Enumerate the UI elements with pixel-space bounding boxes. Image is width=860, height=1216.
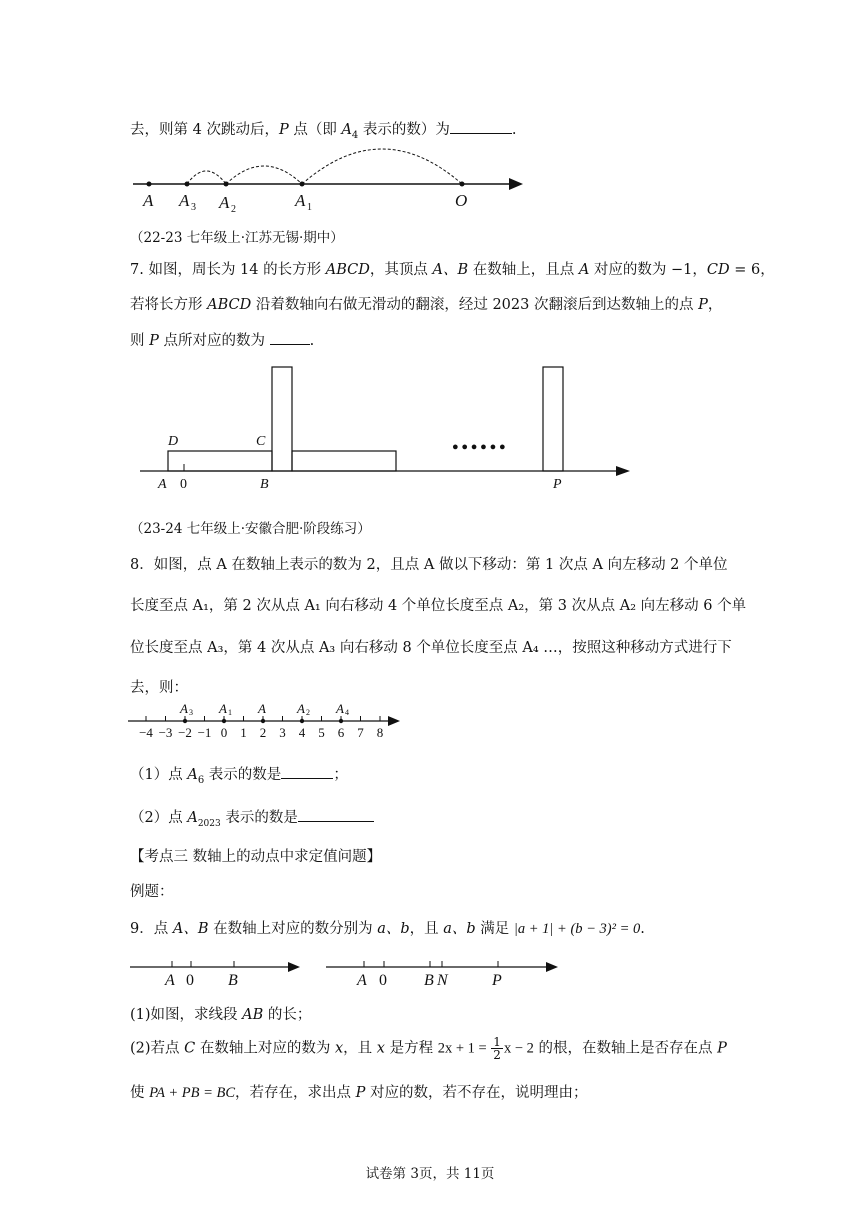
- axis-arrow: [616, 466, 630, 476]
- text: 则: [130, 332, 150, 349]
- text: 表示的数是: [204, 766, 282, 783]
- jump-arc: [226, 166, 302, 184]
- label-zero: 0: [180, 477, 187, 492]
- point-subscript: 3: [189, 708, 193, 717]
- q9-part-2-cont: [130, 1081, 588, 1102]
- q9-part-2: [130, 1036, 727, 1061]
- q9-part-1: [130, 1003, 311, 1024]
- var: P: [698, 297, 708, 313]
- point-subscript: 4: [345, 708, 349, 717]
- q7-source: （22-23 七年级上·江苏无锡·期中）: [130, 230, 344, 246]
- label-a3: A: [179, 191, 190, 210]
- tick-label: 7: [357, 725, 364, 740]
- text: ，其顶点: [369, 262, 433, 278]
- label-n: N: [437, 972, 448, 989]
- equation: |a + 1| + (b − 3)² = 0: [513, 921, 641, 937]
- var: a、b: [443, 921, 476, 937]
- q7-line-3: [130, 328, 314, 350]
- point-label: A: [258, 701, 266, 716]
- text: ；: [333, 766, 348, 783]
- point-dot: [339, 719, 343, 723]
- var: x: [334, 1040, 344, 1057]
- var: A、B: [172, 921, 209, 937]
- text: 对应的数为 −1，: [589, 262, 707, 278]
- tick-label: −4: [139, 725, 153, 740]
- tick-label: 1: [240, 725, 247, 740]
- jump-arc: [302, 149, 462, 184]
- text: （1）点: [130, 766, 188, 783]
- text: 在数轴上对应的数为: [195, 1040, 335, 1057]
- q6-tail-line: [130, 117, 517, 141]
- subscript: 6: [197, 774, 205, 786]
- text: 的长；: [263, 1007, 312, 1023]
- axis-arrow: [288, 962, 300, 972]
- label-p: P: [492, 972, 502, 989]
- label-a: A: [165, 972, 175, 989]
- tick-label: 5: [318, 725, 325, 740]
- text: ，且: [409, 921, 444, 937]
- text: 在数轴上对应的数分别为: [208, 921, 378, 937]
- label-a: A: [357, 972, 367, 989]
- point-a: [147, 182, 152, 187]
- var: P: [717, 1040, 727, 1057]
- text: .: [309, 332, 315, 349]
- text: 表示的数）为: [358, 121, 450, 138]
- text: 点（即: [288, 121, 342, 138]
- var: C: [184, 1040, 196, 1057]
- equation: PA + PB = BC: [149, 1085, 236, 1101]
- subscript: 2023: [197, 818, 221, 829]
- sub-2: 2: [231, 204, 236, 215]
- var: A: [187, 766, 198, 783]
- axis-arrow: [509, 178, 523, 190]
- point-label: A: [219, 701, 227, 716]
- label-a: A: [158, 477, 167, 492]
- subscript: 4: [351, 129, 359, 141]
- q9-figure-right: [326, 955, 566, 991]
- fraction: [491, 1036, 503, 1061]
- q8-line-4: 去，则：: [130, 680, 188, 696]
- axis-arrow: [546, 962, 558, 972]
- label-b: B: [424, 972, 434, 989]
- tick-label: 4: [298, 725, 306, 740]
- point-dot: [183, 719, 187, 723]
- text: 的根，在数轴上是否存在点: [533, 1040, 718, 1057]
- jump-arc: [187, 171, 226, 184]
- var: ABCD: [207, 297, 252, 313]
- section-heading: 【考点三 数轴上的动点中求定值问题】: [130, 849, 382, 865]
- text: .: [640, 921, 645, 937]
- label-b: B: [260, 477, 269, 492]
- equation-left: 2x + 1 =: [437, 1040, 491, 1057]
- answer-blank[interactable]: [281, 762, 333, 779]
- label-d: D: [168, 434, 179, 449]
- text: 点所对应的数为: [158, 332, 270, 349]
- q8-sub-1: [130, 762, 348, 786]
- text: 在数轴上，且点: [468, 262, 579, 278]
- label-a2: A: [219, 193, 230, 212]
- var-p: P: [278, 121, 289, 138]
- q7-line-1: [130, 258, 775, 279]
- point-dot: [222, 719, 226, 723]
- text: ，且: [343, 1040, 377, 1057]
- text: 沿着数轴向右做无滑动的翻滚，经过 2023 次翻滚后到达数轴上的点: [251, 297, 699, 313]
- var: CD: [706, 262, 730, 278]
- tick-label: 2: [259, 725, 267, 740]
- fraction-denominator: 2: [493, 1048, 501, 1062]
- label-a: A: [143, 191, 154, 210]
- page-footer: 试卷第 3页，共 11页: [365, 1166, 495, 1182]
- var-a4: A: [341, 121, 352, 138]
- q7-line-2: [130, 293, 722, 314]
- answer-blank[interactable]: [270, 328, 310, 345]
- var: P: [149, 332, 159, 349]
- example-label: 例题：: [130, 884, 174, 900]
- text: （2）点: [130, 809, 188, 826]
- q8-line-2: 长度至点 A₁，第 2 次从点 A₁ 向右移动 4 个单位长度至点 A₂，第 3 次从点 A₂ 向左移动 6 个单: [130, 598, 747, 614]
- point-dot: [300, 719, 304, 723]
- tick-label: −1: [197, 725, 212, 740]
- point-label: A: [336, 701, 344, 716]
- point-label: A: [180, 701, 188, 716]
- var: A: [187, 809, 198, 826]
- text: (1)如图，求线段: [130, 1007, 243, 1023]
- label-zero: 0: [379, 972, 387, 989]
- text: 使: [130, 1085, 150, 1101]
- q8-number-line-figure: [128, 700, 408, 744]
- tick-label: 6: [337, 725, 345, 740]
- var: A: [578, 262, 590, 278]
- text: 9．点: [130, 921, 173, 937]
- text: ，: [707, 297, 723, 313]
- answer-blank[interactable]: [450, 117, 512, 134]
- q8-line-3: 位长度至点 A₃，第 4 次从点 A₃ 向右移动 8 个单位长度至点 A₄ …，按照这种移动方式进行下: [130, 640, 732, 656]
- point-dot: [261, 719, 265, 723]
- var: P: [355, 1085, 366, 1101]
- rectangle-final: [543, 367, 563, 471]
- text: 7. 如图，周长为 14 的长方形: [130, 262, 326, 278]
- text: (2)若点: [130, 1040, 185, 1057]
- q9-line-1: [130, 917, 645, 938]
- text: 若将长方形: [130, 297, 208, 313]
- rectangle-rolled: [272, 367, 292, 471]
- var: AB: [242, 1007, 264, 1023]
- q8-line-1: 8．如图，点 A 在数轴上表示的数为 2，且点 A 做以下移动：第 1 次点 A 向左移动 2 个单位: [130, 557, 728, 573]
- label-a1: A: [295, 191, 306, 210]
- point-subscript: 1: [228, 708, 232, 717]
- text: 是方程: [384, 1040, 438, 1057]
- label-p: P: [553, 477, 562, 492]
- tick-label: 0: [220, 725, 228, 740]
- tick-label: −2: [178, 725, 192, 740]
- tick-label: −3: [158, 725, 173, 740]
- var: A、B: [432, 262, 469, 278]
- tick-label: 8: [376, 725, 384, 740]
- sub-3: 3: [191, 202, 196, 213]
- fraction-numerator: 1: [493, 1035, 501, 1049]
- equation-right: x − 2: [503, 1040, 534, 1057]
- text: 满足: [475, 921, 514, 937]
- tick-label: 3: [279, 725, 286, 740]
- q9-figure-left: [130, 955, 310, 991]
- q8-source: （23-24 七年级上·安徽合肥·阶段练习）: [130, 521, 371, 537]
- var: ABCD: [325, 262, 370, 278]
- text: 对应的数，若不存在，说明理由；: [365, 1085, 588, 1101]
- point-subscript: 2: [306, 708, 310, 717]
- var: a、b: [377, 921, 410, 937]
- q6-number-line-figure: [125, 140, 535, 215]
- text: = 6，: [729, 262, 775, 278]
- answer-blank[interactable]: [298, 805, 374, 822]
- axis-arrow: [388, 716, 400, 726]
- q8-sub-2: [130, 805, 374, 829]
- q7-rolling-rectangle-figure: [140, 360, 640, 495]
- label-o: O: [455, 191, 468, 210]
- text: ，若存在，求出点: [235, 1085, 356, 1101]
- rectangle-rolled-2: [292, 451, 396, 471]
- point-label: A: [297, 701, 305, 716]
- sub-1: 1: [307, 202, 312, 213]
- label-b: B: [228, 972, 238, 989]
- text: 去，则第 4 次跳动后，: [130, 121, 279, 138]
- label-zero: 0: [186, 972, 194, 989]
- label-c: C: [256, 434, 266, 449]
- text: 表示的数是: [220, 809, 298, 826]
- text: .: [511, 121, 517, 138]
- var: x: [376, 1040, 385, 1057]
- ellipsis-dots: ● ● ● ● ● ●: [452, 441, 506, 453]
